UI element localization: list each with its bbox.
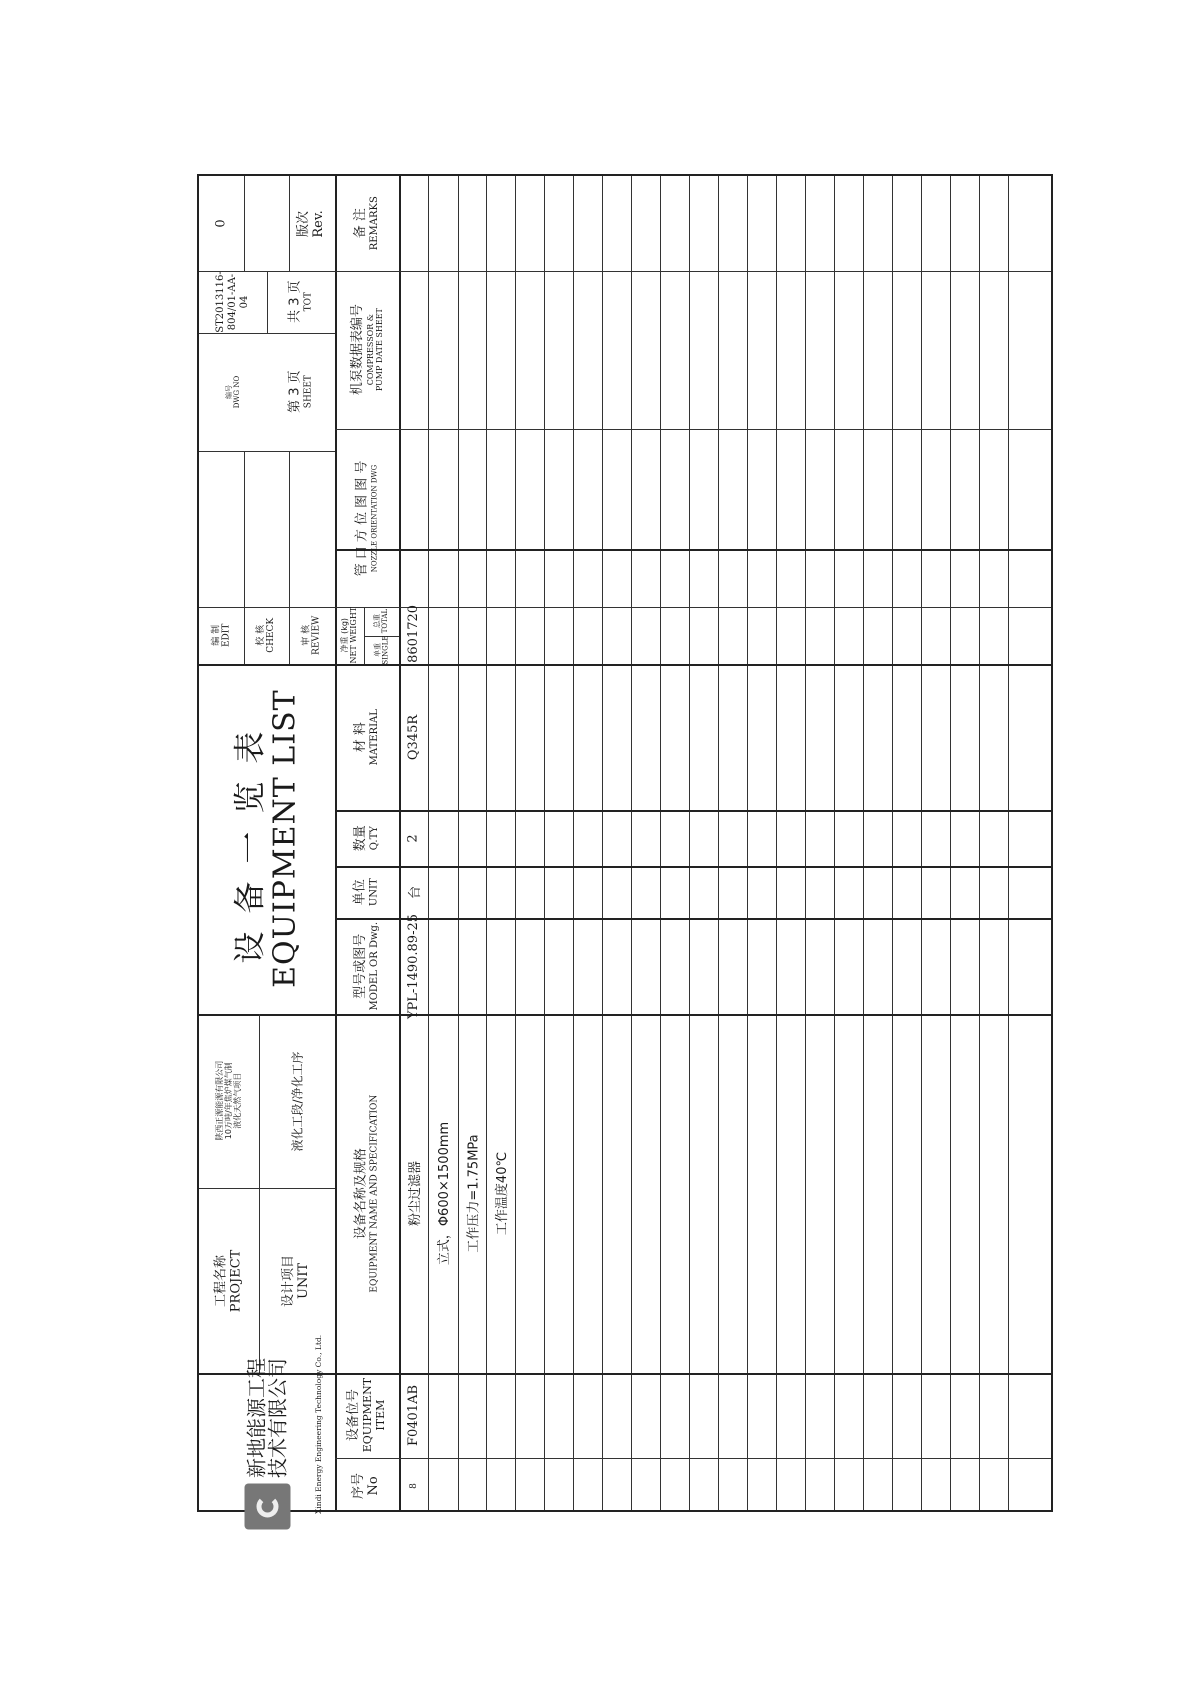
row-total-weight: 1720 bbox=[406, 604, 421, 639]
project-label: 工程名称 PROJECT bbox=[213, 1249, 244, 1312]
total-sheets: 共 3 页 TOT bbox=[287, 280, 314, 324]
row-model: YPL-1490.89-25 bbox=[406, 913, 421, 1019]
project-value: 陕西正源能源有限公司 10万吨/年焦炉煤气制 液化天然气项目 bbox=[215, 1061, 243, 1141]
col-header-no: 序号 No bbox=[351, 1472, 381, 1500]
dwg-number: ST2013116-804/01-AA-04 bbox=[215, 271, 250, 333]
col-header-name: 设备名称及规格 EQUIPMENT NAME AND SPECIFICATION bbox=[353, 1094, 380, 1293]
document-title bbox=[199, 664, 335, 1014]
equipment-list-sheet bbox=[197, 174, 1053, 1512]
col-header-nozzle: 管 口 方 位 图 图 号 NOZZLE ORIENTATION DWG bbox=[354, 460, 379, 576]
row-item: F0401AB bbox=[406, 1384, 422, 1447]
spec-line-2: 工作压力=1.75MPa bbox=[466, 1134, 482, 1253]
company-name-cn-line1: 新地能源工程 bbox=[244, 1357, 268, 1478]
unit-label: 设计项目 UNIT bbox=[281, 1254, 311, 1307]
unit-value: 液化工段/净化工序 bbox=[290, 1050, 305, 1152]
col-header-unit: 单位 UNIT bbox=[352, 878, 380, 906]
col-header-single: 单重 SINGLE bbox=[373, 635, 390, 665]
row-no: 8 bbox=[408, 1483, 419, 1489]
row-single-weight: 860 bbox=[405, 637, 421, 663]
col-header-weight: 净重 (kg) NET WEIGHT bbox=[340, 607, 359, 664]
review-label: 审 核 REVIEW bbox=[301, 615, 322, 656]
dwg-label: 编号 DWG NO bbox=[224, 375, 241, 409]
row-qty: 2 bbox=[406, 833, 421, 843]
company-logo-icon bbox=[244, 1484, 290, 1530]
col-header-model: 型号或图号 MODEL OR Dwg. bbox=[352, 921, 380, 1011]
col-header-remarks: 备 注 REMARKS bbox=[352, 196, 380, 251]
title-cn: 设备一览表 bbox=[230, 713, 269, 965]
sheet-number: 第 3 页 SHEET bbox=[287, 370, 314, 414]
row-material: Q345R bbox=[406, 714, 422, 760]
col-header-datasheet: 机泵数据表编号 COMPRESSOR & PUMP DATE SHEET bbox=[349, 304, 384, 396]
col-header-material: 材 料 MATERIAL bbox=[352, 708, 380, 766]
revision-label: 版次 Rev. bbox=[296, 209, 326, 238]
revision-value: 0 bbox=[214, 219, 229, 228]
col-header-qty: 数量 Q.TY bbox=[352, 824, 380, 852]
spec-line-3: 工作温度40℃ bbox=[495, 1151, 510, 1236]
row-unit: 台 bbox=[407, 885, 423, 899]
edit-label: 编 制 EDIT bbox=[211, 623, 232, 648]
col-header-total: 总重 TOTAL bbox=[373, 609, 390, 634]
row-name: 粉尘过滤器 bbox=[408, 1160, 424, 1227]
check-label: 校 核 CHECK bbox=[256, 618, 277, 653]
spec-line-1: 立式，Φ600×1500mm bbox=[437, 1121, 453, 1266]
col-header-item: 设备位号 EQUIPMENT ITEM bbox=[345, 1378, 387, 1453]
title-en: EQUIPMENT LIST bbox=[267, 689, 303, 989]
company-name-en: Xindi Energy Engineering Technology Co., Ltd. bbox=[313, 1334, 323, 1514]
company-name-cn-line2: 技术有限公司 bbox=[265, 1357, 289, 1478]
